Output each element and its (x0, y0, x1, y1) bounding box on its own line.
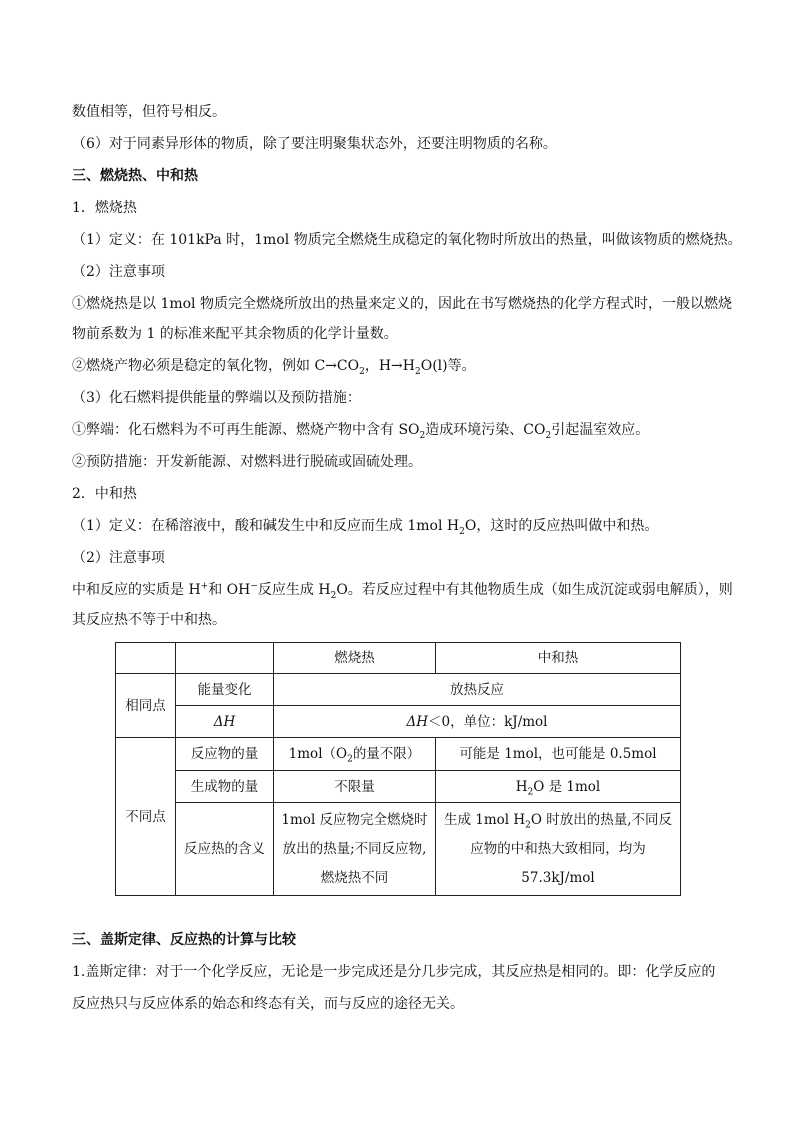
table-row (116, 674, 681, 706)
subscript: 2 (330, 590, 337, 601)
cell-meaning-neutralization (436, 803, 681, 896)
table-corner-cell (116, 643, 176, 674)
text-span: 放出的热量;不同反应物, (282, 840, 427, 857)
text-span: ②预防措施：开发新能源、对燃料进行脱硫或固硫处理。 (72, 454, 422, 470)
section-heading-hess-law (72, 930, 296, 950)
text-line (72, 994, 464, 1014)
text-span: O，这时的反应热叫做中和热。 (464, 518, 659, 534)
text-line (72, 516, 658, 536)
cell-meaning-combustion (274, 803, 436, 896)
text-span: 中和反应的实质是 H (72, 582, 201, 598)
group-label-different: 不同点 (116, 738, 176, 896)
table-row (116, 803, 681, 896)
text-span: 反应生成 H (257, 582, 331, 598)
text-line (72, 356, 476, 376)
cell-product-neutralization (436, 771, 681, 803)
text-span: 2．中和热 (72, 486, 137, 502)
table-header-row (116, 643, 681, 674)
text-span: ①燃烧热是以 1mol 物质完全燃烧所放出的热量来定义的，因此在书写燃烧热的化学方程式时，一般以燃烧 (72, 296, 732, 312)
text-span (438, 806, 678, 835)
text-line (72, 452, 422, 472)
cell-delta-h (274, 706, 681, 738)
text-line (72, 294, 732, 314)
text-line (72, 324, 398, 344)
table-row (116, 706, 681, 738)
text-span: O。若反应过程中有其他物质生成（如生成沉淀或弱电解质），则 (336, 582, 733, 598)
text-line (72, 610, 226, 630)
text-span: （6）对于同素异形体的物质，除了要注明聚集状态外，还要注明物质的名称。 (72, 136, 557, 152)
text-line (72, 962, 715, 982)
text-line (72, 580, 733, 600)
text-span: 物前系数为 1 的标准来配平其余物质的化学计量数。 (72, 326, 398, 342)
table-row (116, 771, 681, 803)
text-span: 1mol 反应物完全燃烧时 (281, 811, 428, 828)
text-span: 1.盖斯定律：对于一个化学反应，无论是一步完成还是分几步完成，其反应热是相同的。即：化学反应的 (72, 964, 716, 980)
text-span: ΔH (406, 713, 429, 730)
text-span: ①弊端：化石燃料为不可再生能源、燃烧产物中含有 SO (72, 422, 420, 438)
table-row (116, 738, 681, 771)
header-combustion-heat: 燃烧热 (274, 643, 436, 674)
row-label-energy-change: 能量变化 (176, 674, 274, 706)
row-label-reactant-amount: 反应物的量 (176, 738, 274, 771)
row-label-product-amount: 生成物的量 (176, 771, 274, 803)
text-span: 造成环境污染、CO (425, 422, 546, 438)
text-line (72, 102, 226, 122)
cell-reactant-combustion (274, 738, 436, 771)
subscript: 2 (359, 366, 365, 377)
subscript: 2 (545, 430, 552, 441)
text-line (72, 134, 557, 154)
text-line (72, 548, 165, 568)
table-corner-cell (176, 643, 274, 674)
header-neutralization-heat: 中和热 (436, 643, 681, 674)
subsection-title-neutralization-heat (72, 484, 137, 504)
text-span: H (515, 778, 528, 795)
text-line (72, 420, 649, 440)
subscript: 2 (525, 820, 531, 831)
text-span: 57.3kJ/mol (521, 869, 595, 886)
cell-product-combustion: 不限量 (274, 771, 436, 803)
text-span: ②燃烧产物必须是稳定的氧化物，例如 C→CO (72, 358, 360, 374)
heading-text: 三、盖斯定律、反应热的计算与比较 (72, 932, 296, 948)
text-span: （3）化石燃料提供能量的弊端以及预防措施： (72, 390, 361, 406)
subscript: 2 (419, 430, 426, 441)
text-span: 数值相等，但符号相反。 (72, 104, 226, 120)
cell-energy-change: 放热反应 (274, 674, 681, 706)
subscript: 2 (459, 526, 465, 537)
row-label-delta-h: ΔH (176, 706, 274, 738)
section-heading-combustion-neutralization (72, 166, 198, 186)
text-line (72, 230, 742, 250)
subscript: 2 (527, 787, 534, 798)
superscript: − (250, 581, 258, 592)
text-span: （1）定义：在稀溶液中，酸和碱发生中和反应而生成 1mol H (72, 518, 460, 534)
text-span: 反应热只与反应体系的始态和终态有关，而与反应的途径无关。 (72, 996, 464, 1012)
text-span: ，H→H (364, 358, 415, 374)
text-span: O 是 1mol (533, 778, 601, 795)
row-label-heat-meaning: 反应热的含义 (176, 803, 274, 896)
text-span: O(l)等。 (420, 358, 476, 374)
text-span: 和 OH (208, 582, 251, 598)
cell-reactant-neutralization: 可能是 1mol，也可能是 0.5mol (436, 738, 681, 771)
text-span: （2）注意事项 (72, 264, 165, 280)
heading-text: 三、燃烧热、中和热 (72, 168, 198, 184)
text-line (72, 262, 165, 282)
text-span: 1．燃烧热 (72, 200, 137, 216)
superscript: + (200, 581, 209, 592)
text-span: 其反应热不等于中和热。 (72, 612, 226, 628)
subsection-title-combustion-heat (72, 198, 137, 218)
text-line (72, 388, 361, 408)
text-span: 生成 1mol H (443, 811, 526, 828)
text-span: （1）定义：在 101kPa 时，1mol 物质完全燃烧生成稳定的氧化物时所放出的热量，叫做该物质的燃烧热。 (72, 232, 742, 248)
text-span: 1mol（O (288, 746, 348, 762)
text-span: 燃烧热不同 (320, 869, 389, 886)
group-label-same: 相同点 (116, 674, 176, 738)
text-span: （2）注意事项 (72, 550, 165, 566)
text-span: 引起温室效应。 (551, 422, 650, 438)
subscript: 2 (347, 754, 353, 765)
comparison-table (115, 642, 681, 896)
text-span: O 时放出的热量,不同反 (530, 811, 673, 828)
text-span: 的量不限） (352, 746, 421, 762)
text-span: 应物的中和热大致相同，均为 (470, 840, 646, 857)
text-span: ＜0，单位：kJ/mol (428, 713, 548, 730)
subscript: 2 (414, 366, 421, 377)
